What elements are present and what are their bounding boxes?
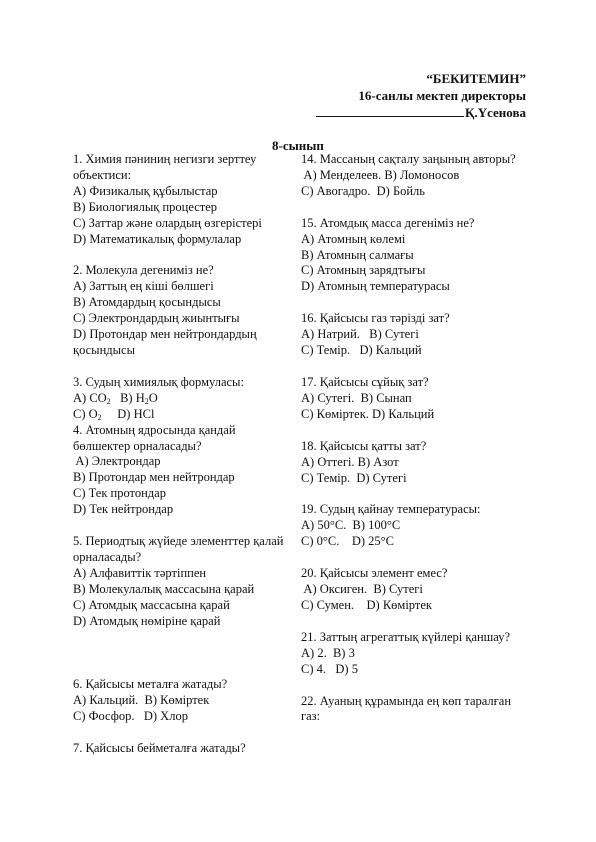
option-d: D) Математикалық формулалар xyxy=(73,231,242,246)
option-b: B) Биологиялық процестер xyxy=(73,199,218,214)
question-17 xyxy=(301,375,533,423)
question-19 xyxy=(301,502,533,550)
option-cd: C) 4. D) 5 xyxy=(301,661,358,676)
option-c: C) O xyxy=(73,406,98,421)
formula-line-1 xyxy=(73,391,293,407)
question-14 xyxy=(301,152,533,200)
subscript: 2 xyxy=(97,412,102,422)
option-c: C) Атомның зарядтығы xyxy=(301,263,426,278)
option-b: B) Протондар мен нейтрондар xyxy=(73,470,235,485)
question-16 xyxy=(301,311,533,359)
subscript: 2 xyxy=(144,396,149,406)
option-cd: C) Авогадро. D) Бойль xyxy=(301,183,425,198)
approval-position: 16-санлы мектеп директоры xyxy=(358,88,526,103)
question-15 xyxy=(301,216,533,296)
question-text: 5. Периодтық жүйеде элементтер қалай орналасады? xyxy=(73,534,284,564)
subscript: 2 xyxy=(106,396,111,406)
question-text: 17. Қайсысы сұйық зат? xyxy=(301,374,429,389)
question-text: 7. Қайсысы бейметалға жатады? xyxy=(73,741,246,756)
question-4 xyxy=(73,423,293,518)
question-7 xyxy=(73,741,293,757)
option-d: D) Протондар мен нейтрондардың қосындысы xyxy=(73,327,257,357)
option-a: A) CO xyxy=(73,390,107,405)
approval-block xyxy=(316,70,526,121)
option-ab: A) Сутегі. B) Сынап xyxy=(301,390,412,405)
option-b: B) Молекулалық массасына қарай xyxy=(73,581,255,596)
question-20 xyxy=(301,566,533,614)
approval-signature xyxy=(316,104,526,121)
question-text: 20. Қайсысы элемент емес? xyxy=(301,566,448,581)
question-text: 1. Химия пәниниң негизги зерттеу объектиси: xyxy=(73,152,257,182)
option-b: B) H xyxy=(120,390,145,405)
option-c: C) Атомдық массасына қарай xyxy=(73,597,230,612)
left-column xyxy=(73,152,293,773)
question-text: 19. Судың қайнау температурасы: xyxy=(301,502,481,517)
question-22 xyxy=(301,694,533,726)
option-ab: A) Оттегі. B) Азот xyxy=(301,454,399,469)
option-a: A) Физикалық құбылыстар xyxy=(73,183,218,198)
option-d: D) HCl xyxy=(117,406,155,421)
question-5 xyxy=(73,534,293,629)
option-a: A) Электрондар xyxy=(73,454,161,469)
right-column xyxy=(301,152,533,741)
signature-name: Қ.Үсенова xyxy=(465,105,526,120)
option-b: B) Атомдардың қосындысы xyxy=(73,295,221,310)
grade-heading: 8-сынып xyxy=(272,138,324,153)
option-cd: C) Көміртек. D) Кальций xyxy=(301,406,435,421)
question-text: 3. Судың химиялық формуласы: xyxy=(73,374,244,389)
question-text: 15. Атомдық масса дегеніміз не? xyxy=(301,215,475,230)
option-ab: A) 50°C. B) 100°C xyxy=(301,518,401,533)
option-ab: A) 2. B) 3 xyxy=(301,645,355,660)
option-c: C) Тек протондар xyxy=(73,486,166,501)
formula-line-2 xyxy=(73,407,293,423)
option-a: A) Атомның көлемі xyxy=(301,231,406,246)
option-cd: C) 0°C. D) 25°C xyxy=(301,534,394,549)
option-ab: A) Менделеев. B) Ломоносов xyxy=(301,167,460,182)
option-a: A) Заттың ең кіші бөлшегі xyxy=(73,279,214,294)
question-18 xyxy=(301,439,533,487)
question-text: 22. Ауаның құрамында ең көп таралған газ: xyxy=(301,693,512,724)
option-ab: A) Натрий. B) Сутегі xyxy=(301,327,419,342)
question-21 xyxy=(301,630,533,678)
option-d: D) Атомдық нөміріне қарай xyxy=(73,613,221,628)
question-text: 16. Қайсысы газ тәрізді зат? xyxy=(301,311,450,326)
option-cd: C) Фосфор. D) Хлор xyxy=(73,709,188,724)
option-cd: C) Темір. D) Кальций xyxy=(301,343,422,358)
option-cd: C) Темір. D) Сутегі xyxy=(301,470,407,485)
question-text: 14. Массаның сақталу заңының авторы? xyxy=(301,152,516,166)
option-ab: A) Кальций. B) Көміртек xyxy=(73,693,210,708)
option-ab: A) Оксиген. B) Сутегі xyxy=(301,582,423,597)
approval-title: “БЕКИТЕМИН” xyxy=(426,71,526,86)
option-d: D) Тек нейтрондар xyxy=(73,502,174,517)
question-text: 18. Қайсысы қатты зат? xyxy=(301,438,427,453)
option-a: A) Алфавиттік тәртіппен xyxy=(73,565,207,580)
question-2 xyxy=(73,263,293,358)
question-text: 6. Қайсысы металға жатады? xyxy=(73,677,228,692)
signature-line xyxy=(316,104,464,117)
question-text: 2. Молекула дегениміз не? xyxy=(73,263,214,278)
question-1 xyxy=(73,152,293,247)
option-d: D) Атомның температурасы xyxy=(301,279,450,294)
option-b: B) Атомның салмағы xyxy=(301,247,414,262)
question-text: 4. Атомның ядросында қандай бөлшектер орналасады? xyxy=(73,422,236,453)
option-c: C) Электрондардың жиынтығы xyxy=(73,311,240,326)
option-b-suffix: O xyxy=(148,390,158,405)
option-c: C) Заттар және олардың өзгерістері xyxy=(73,215,262,230)
option-cd: C) Сумен. D) Көміртек xyxy=(301,597,432,612)
question-6 xyxy=(73,677,293,725)
question-text: 21. Заттың агрегаттық күйлері қаншау? xyxy=(301,629,511,644)
question-3 xyxy=(73,375,293,423)
